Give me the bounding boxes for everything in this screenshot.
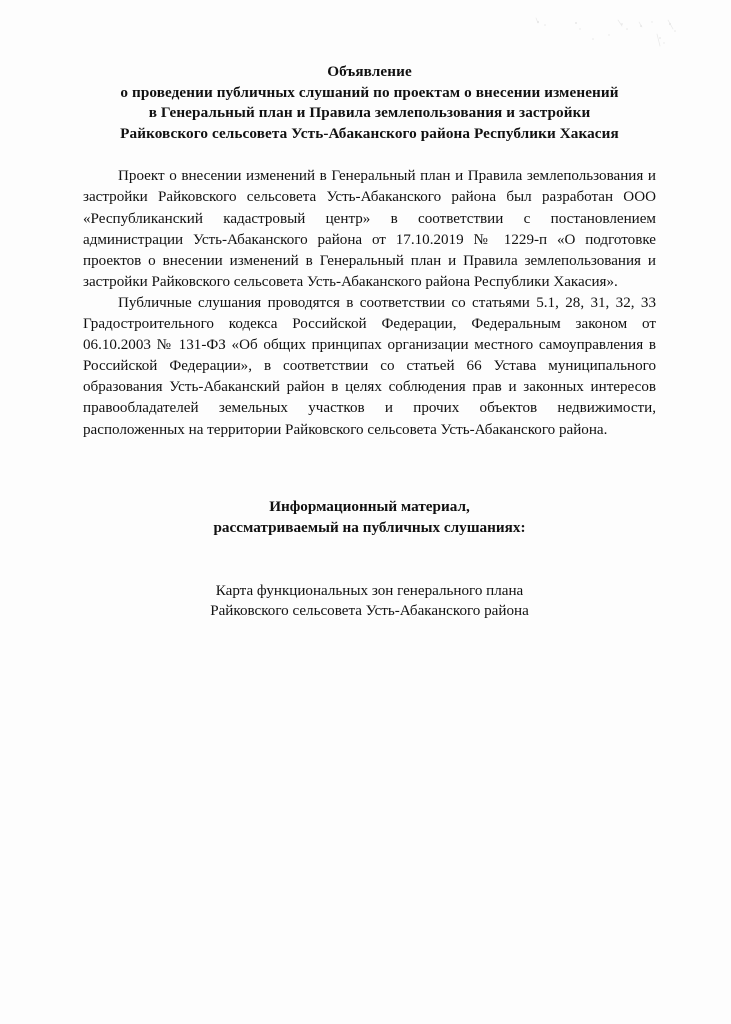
paragraph-hearings: Публичные слушания проводятся в соответствии со статьями 5.1, 28, 31, 32, 33 Градостроительного кодекса Российской Федерации, Федеральным законом от 06.10.2003 № 131-ФЗ «Об общих принципах организации местного самоуправления в Российской Федерации», в соответствии со статьей 66 Устава муниципального образования Усть-Абаканский район в целях соблюдения прав и законных интересов правообладателей земельных участков и прочих объектов недвижимости, расположенных на территории Райковского сельсовета Усть-Абаканского района. bbox=[83, 294, 656, 438]
title-heading: Объявление bbox=[327, 63, 412, 80]
subheading-line-1: Информационный материал, bbox=[269, 497, 470, 515]
title-line-2: в Генеральный план и Правила землепользования и застройки bbox=[148, 104, 591, 122]
material-line-2: Райковского сельсовета Усть-Абаканского района bbox=[210, 603, 529, 620]
subheading-line-2: рассматриваемый на публичных слушаниях: bbox=[213, 519, 526, 537]
material-line-1: Карта функциональных зон генерального плана bbox=[215, 582, 524, 599]
section-subheading bbox=[83, 496, 656, 539]
document-body bbox=[83, 166, 656, 440]
title-line-1: о проведении публичных слушаний по проектам о внесении изменений bbox=[120, 83, 619, 101]
material-list bbox=[83, 581, 656, 622]
scan-artifact-speckles bbox=[500, 8, 720, 60]
paragraph-project: Проект о внесении изменений в Генеральный план и Правила землепользования и застройки Райковского сельсовета Усть-Абаканского района был разработан ООО «Республиканский кадастровый центр» в соответствии с постановлением администрации Усть-Абаканского района от 17.10.2019 № 1229-п «О подготовке проектов о внесении изменений в Генеральный план и Правила землепользования и застройки Райковского сельсовета Усть-Абаканского района Республики Хакасия». bbox=[83, 168, 656, 290]
page-title bbox=[83, 62, 656, 144]
title-line-3: Райковского сельсовета Усть-Абаканского района Республики Хакасия bbox=[120, 124, 619, 142]
